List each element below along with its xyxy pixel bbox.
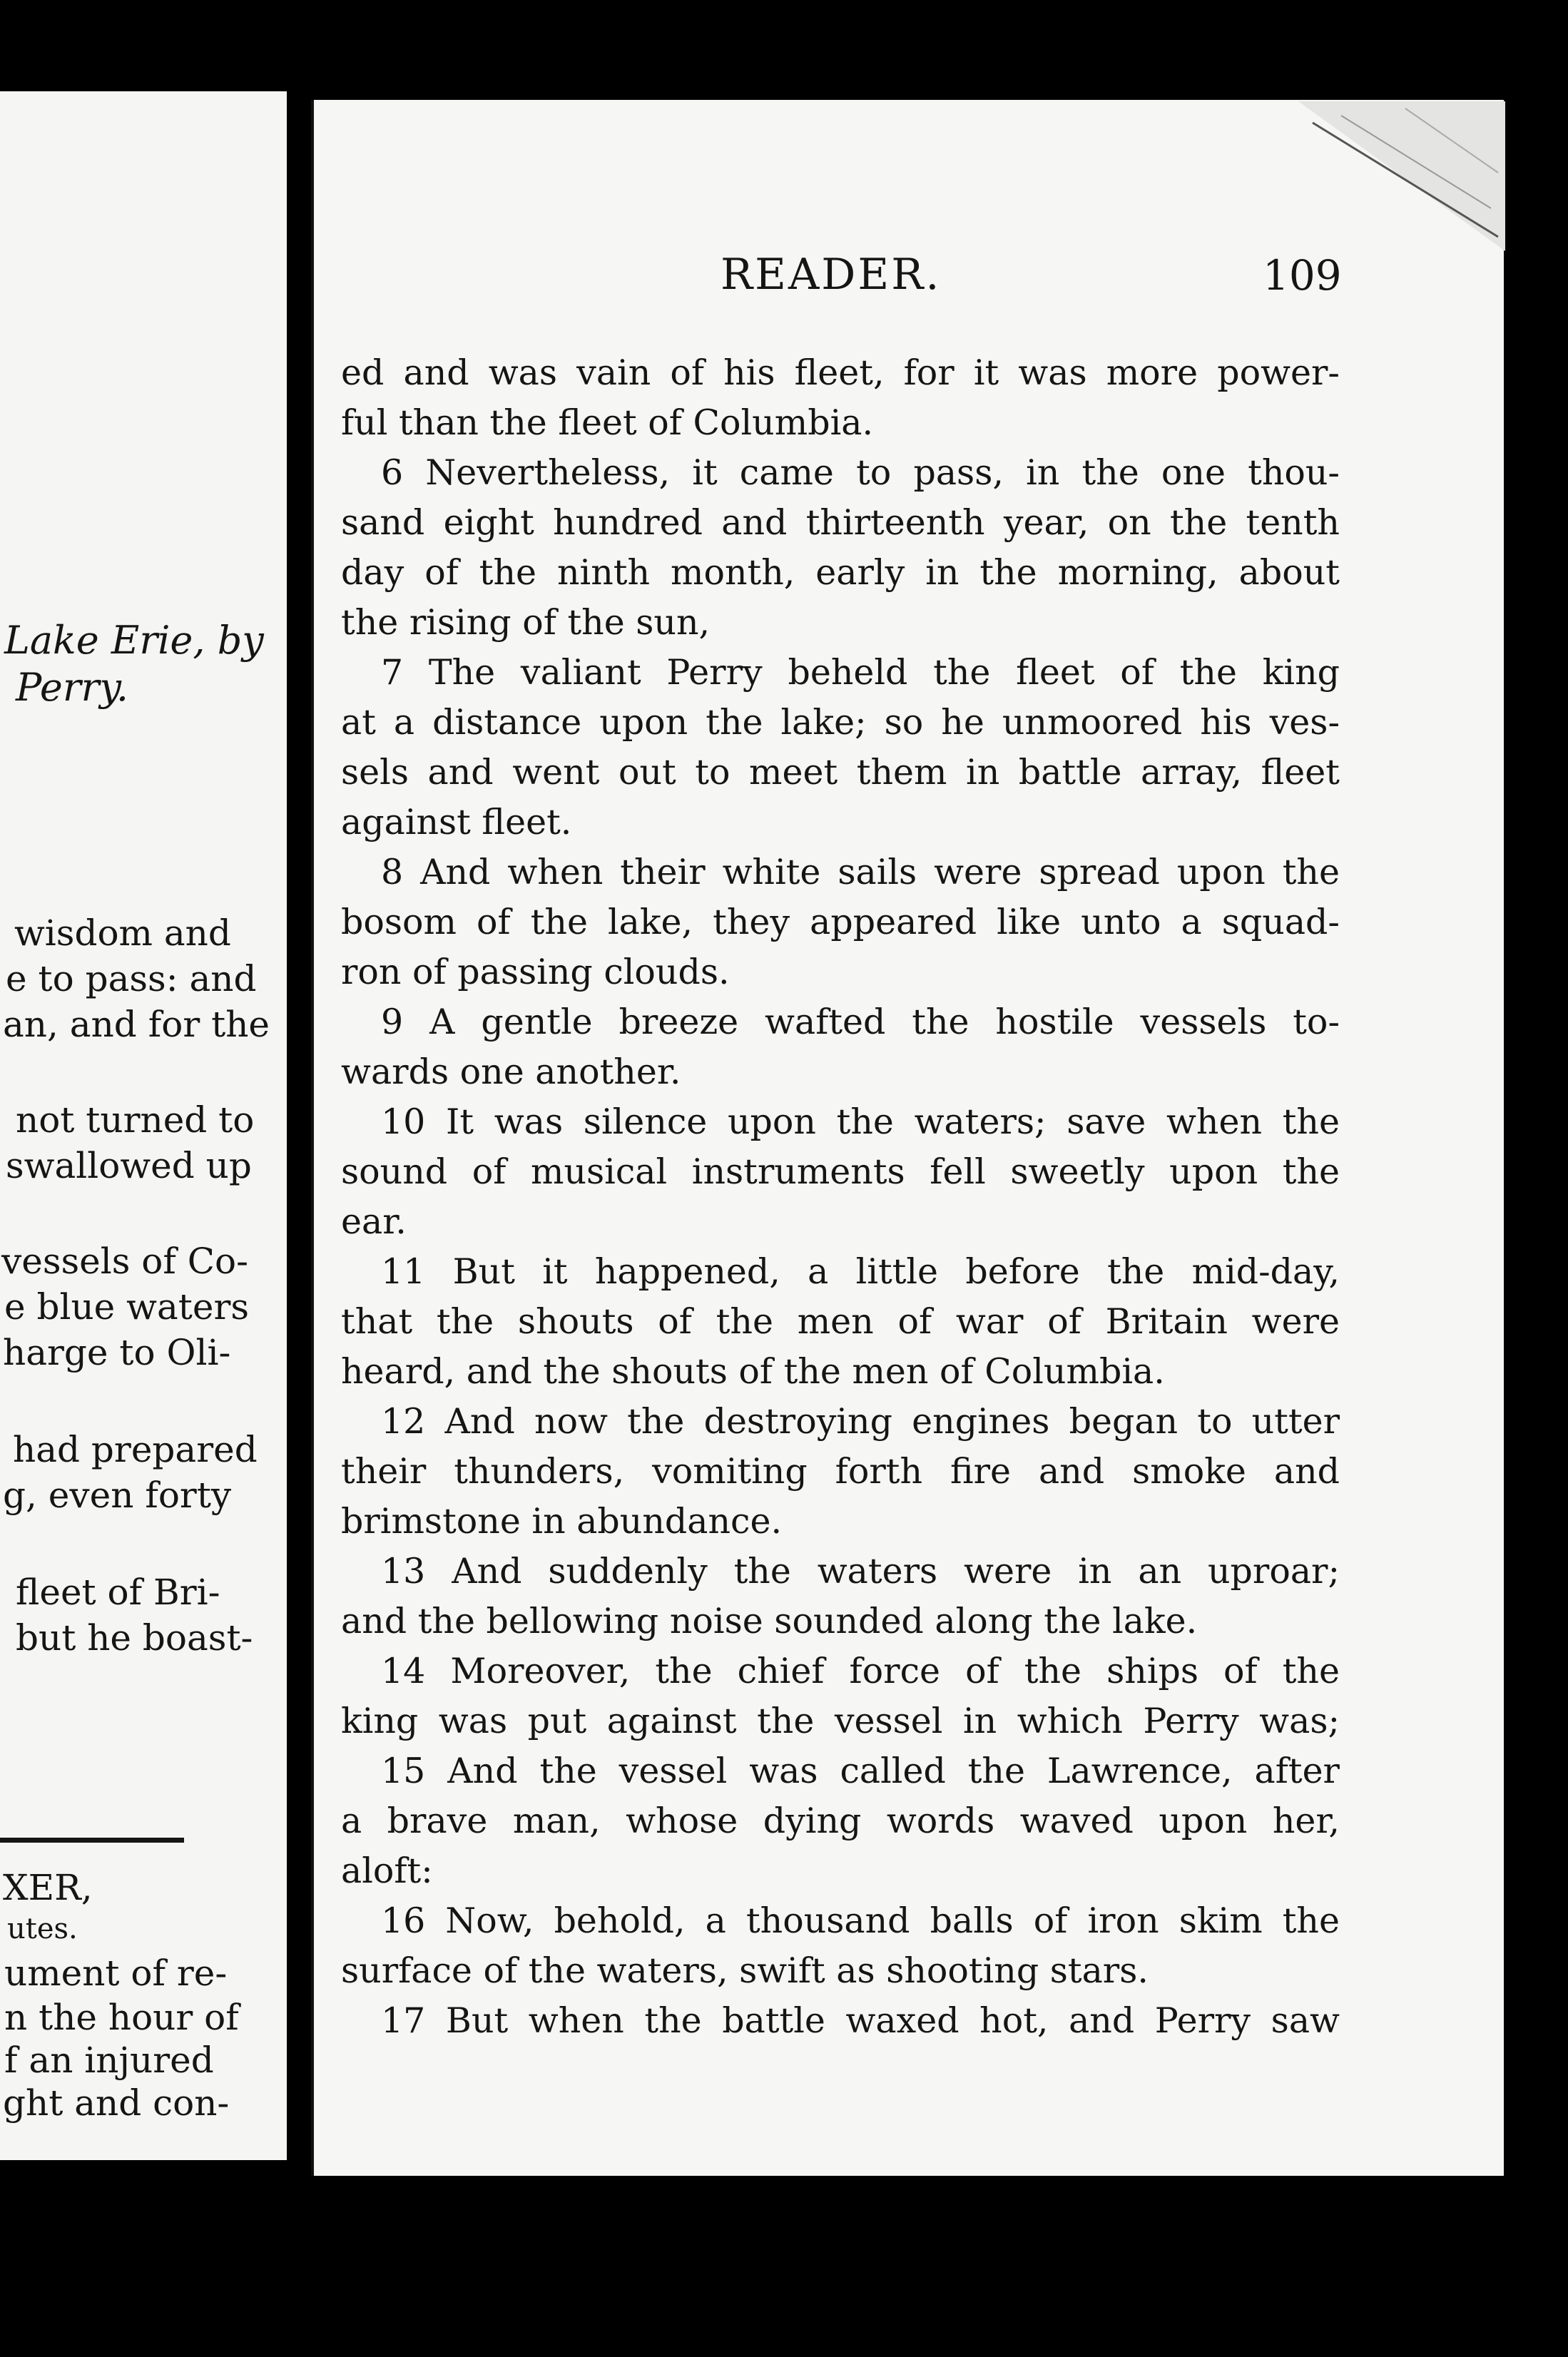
text-line: ed and was vain of his fleet, for it was more power- bbox=[341, 352, 1340, 393]
left-text-line: Perry. bbox=[16, 665, 128, 710]
text-line: king was put against the vessel in which Perry was; bbox=[341, 1701, 1340, 1741]
left-text-line: ument of re- bbox=[4, 1953, 228, 1994]
left-text-line: but he boast- bbox=[16, 1617, 253, 1659]
verse-start-line: 17 But when the battle waxed hot, and Perry saw bbox=[381, 2000, 1340, 2041]
verse-start-line: 16 Now, behold, a thousand balls of iron skim the bbox=[381, 1900, 1340, 1941]
page-body bbox=[341, 348, 1340, 2046]
left-text-line: fleet of Bri- bbox=[16, 1572, 220, 1613]
text-line: bosom of the lake, they appeared like unto a squad- bbox=[341, 902, 1340, 942]
verse-start-line: 15 And the vessel was called the Lawrence, after bbox=[381, 1751, 1340, 1791]
left-text-line: wisdom and bbox=[14, 912, 231, 954]
left-text-line: n the hour of bbox=[4, 1997, 239, 2038]
left-text-line: XER, bbox=[3, 1867, 93, 1908]
text-line: that the shouts of the men of war of Britain were bbox=[341, 1301, 1340, 1342]
running-header: READER. bbox=[721, 250, 942, 300]
text-line: their thunders, vomiting forth fire and smoke and bbox=[341, 1451, 1340, 1492]
left-text-line: Lake Erie, by bbox=[4, 618, 264, 663]
verse-start-line: 7 The valiant Perry beheld the fleet of the king bbox=[381, 652, 1340, 693]
page-corner-curl bbox=[1298, 101, 1505, 251]
text-line: heard, and the shouts of the men of Columbia. bbox=[341, 1351, 1165, 1392]
text-line: sand eight hundred and thirteenth year, on the tenth bbox=[341, 502, 1340, 543]
left-text-line: swallowed up bbox=[6, 1145, 252, 1186]
verse-start-line: 6 Nevertheless, it came to pass, in the one thou- bbox=[381, 452, 1340, 493]
left-text-line: ght and con- bbox=[3, 2082, 230, 2124]
text-line: the rising of the sun, bbox=[341, 602, 711, 643]
text-line: sels and went out to meet them in battle array, fleet bbox=[341, 752, 1340, 793]
page-number: 109 bbox=[1263, 251, 1342, 300]
text-line: a brave man, whose dying words waved upon her, bbox=[341, 1801, 1340, 1841]
left-text-line: not turned to bbox=[16, 1099, 255, 1141]
text-line: against fleet. bbox=[341, 802, 572, 842]
text-line: at a distance upon the lake; so he unmoored his ves- bbox=[341, 702, 1340, 743]
text-line: brimstone in abundance. bbox=[341, 1501, 783, 1542]
text-line: wards one another. bbox=[341, 1052, 681, 1092]
verse-start-line: 10 It was silence upon the waters; save when the bbox=[381, 1101, 1340, 1142]
book-gutter bbox=[287, 86, 311, 2169]
text-line: and the bellowing noise sounded along the lake. bbox=[341, 1601, 1198, 1641]
text-line: day of the ninth month, early in the morning, about bbox=[341, 552, 1340, 593]
verse-start-line: 8 And when their white sails were spread upon the bbox=[381, 852, 1340, 892]
verse-start-line: 14 Moreover, the chief force of the ships of the bbox=[381, 1651, 1340, 1691]
left-text-line: had prepared bbox=[13, 1429, 258, 1470]
text-line: aloft: bbox=[341, 1851, 433, 1891]
verse-start-line: 9 A gentle breeze wafted the hostile vessels to- bbox=[381, 1002, 1340, 1042]
left-text-line: utes. bbox=[7, 1913, 78, 1945]
left-text-line: an, and for the bbox=[3, 1004, 270, 1045]
left-text-line: harge to Oli- bbox=[3, 1332, 231, 1373]
text-line: sound of musical instruments fell sweetly upon the bbox=[341, 1151, 1340, 1192]
section-divider bbox=[0, 1838, 184, 1843]
previous-page-fragment bbox=[0, 91, 287, 2160]
text-line: ful than the fleet of Columbia. bbox=[341, 402, 874, 443]
left-text-line: e blue waters bbox=[4, 1286, 250, 1328]
text-line: ron of passing clouds. bbox=[341, 952, 730, 992]
text-line: ear. bbox=[341, 1201, 407, 1242]
verse-start-line: 11 But it happened, a little before the mid-day, bbox=[381, 1251, 1340, 1292]
verse-start-line: 12 And now the destroying engines began to utter bbox=[381, 1401, 1340, 1442]
left-text-line: g, even forty bbox=[3, 1475, 232, 1516]
left-text-line: vessels of Co- bbox=[1, 1241, 249, 1282]
left-text-line: e to pass: and bbox=[6, 958, 257, 999]
text-line: surface of the waters, swift as shooting stars. bbox=[341, 1950, 1149, 1991]
verse-start-line: 13 And suddenly the waters were in an uproar; bbox=[381, 1551, 1340, 1592]
left-text-line: f an injured bbox=[4, 2040, 214, 2081]
